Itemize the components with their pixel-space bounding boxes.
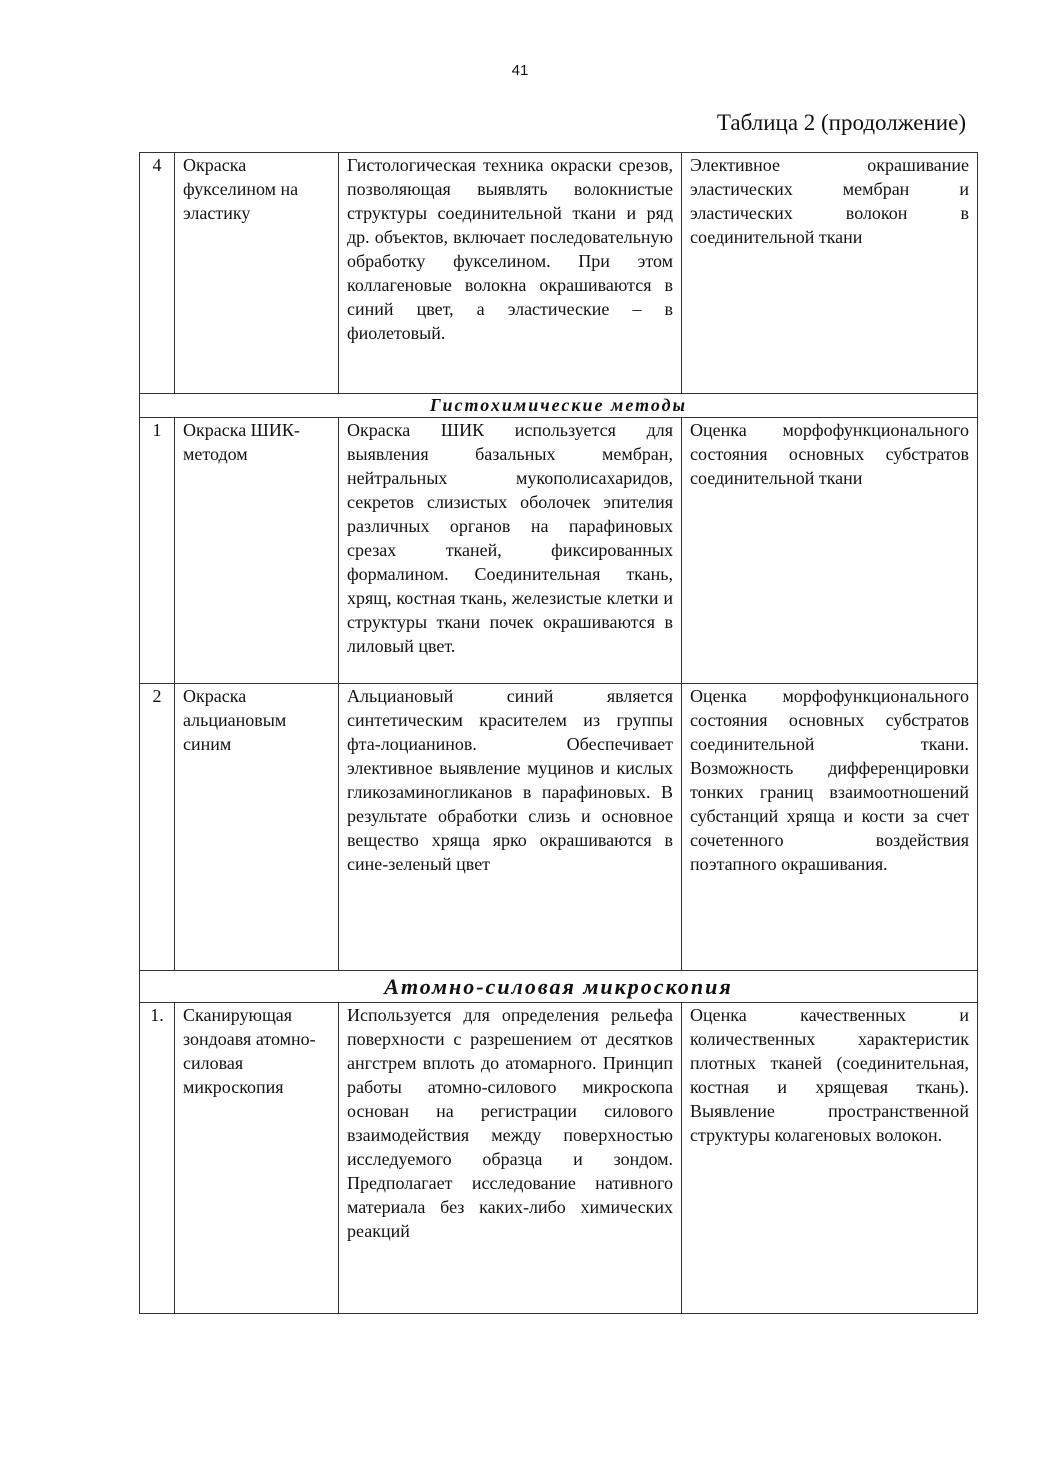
page-number: 41 — [511, 62, 529, 79]
method-name: Окраска ШИК-методом — [175, 418, 339, 684]
row-number: 2 — [140, 684, 175, 971]
table-row — [140, 1003, 978, 1314]
method-name: Окраска фукселином на эластику — [175, 153, 339, 394]
row-number: 1. — [140, 1003, 175, 1314]
table-row — [140, 684, 978, 971]
table-row — [140, 153, 978, 394]
method-description: Альциановый синий является синтетическим красителем из группы фта-лоцианинов. Обеспечивает элективное выявление муцинов и кислых гликозаминогликанов в парафиновых. В результате обработки слизь и основное вещество хряща ярко окрашиваются в сине-зеленый цвет — [339, 684, 682, 971]
method-name: Сканирующая зондоавя атомно-силовая микроскопия — [175, 1003, 339, 1314]
method-application: Элективное окрашивание эластических мембран и эластических волокон в соединительной ткани — [682, 153, 978, 394]
section-title-afm: Атомно-силовая микроскопия — [140, 971, 978, 1003]
table-caption: Таблица 2 (продолжение) — [716, 110, 966, 135]
method-application: Оценка морфофункционального состояния основных субстратов соединительной ткани — [682, 418, 978, 684]
row-number: 4 — [140, 153, 175, 394]
method-description: Окраска ШИК используется для выявления базальных мембран, нейтральных мукополисахаридов, секретов слизистых оболочек эпителия различных органов на парафиновых срезах тканей, фиксированных формалином. Соединительная ткань, хрящ, костная ткань, железистые клетки и структуры ткани почек окрашиваются в лиловый цвет. — [339, 418, 682, 684]
section-title-histochemical: Гистохимические методы — [140, 394, 978, 418]
section-row — [140, 394, 978, 418]
method-application: Оценка морфофункционального состояния основных субстратов соединительной ткани. Возможность дифференцировки тонких границ взаимоотношений субстанций хряща и кости за счет сочетенного воздействия поэтапного окрашивания. — [682, 684, 978, 971]
table-row — [140, 418, 978, 684]
method-name: Окраска альциановым синим — [175, 684, 339, 971]
method-application: Оценка качественных и количественных характеристик плотных тканей (соединительная, костная и хрящевая ткань). Выявление пространственной структуры колагеновых волокон. — [682, 1003, 978, 1314]
methods-table — [139, 152, 978, 1314]
section-row — [140, 971, 978, 1003]
method-description: Используется для определения рельефа поверхности с разрешением от десятков ангстрем вплоть до атомарного. Принцип работы атомно-силового микроскопа основан на регистрации силового взаимодействия между поверхностью исследуемого образца и зондом. Предполагает исследование нативного материала без каких-либо химических реакций — [339, 1003, 682, 1314]
row-number: 1 — [140, 418, 175, 684]
method-description: Гистологическая техника окраски срезов, позволяющая выявлять волокнистые структуры соединительной ткани и ряд др. объектов, включает последовательную обработку фукселином. При этом коллагеновые волокна окрашиваются в синий цвет, а эластические – в фиолетовый. — [339, 153, 682, 394]
